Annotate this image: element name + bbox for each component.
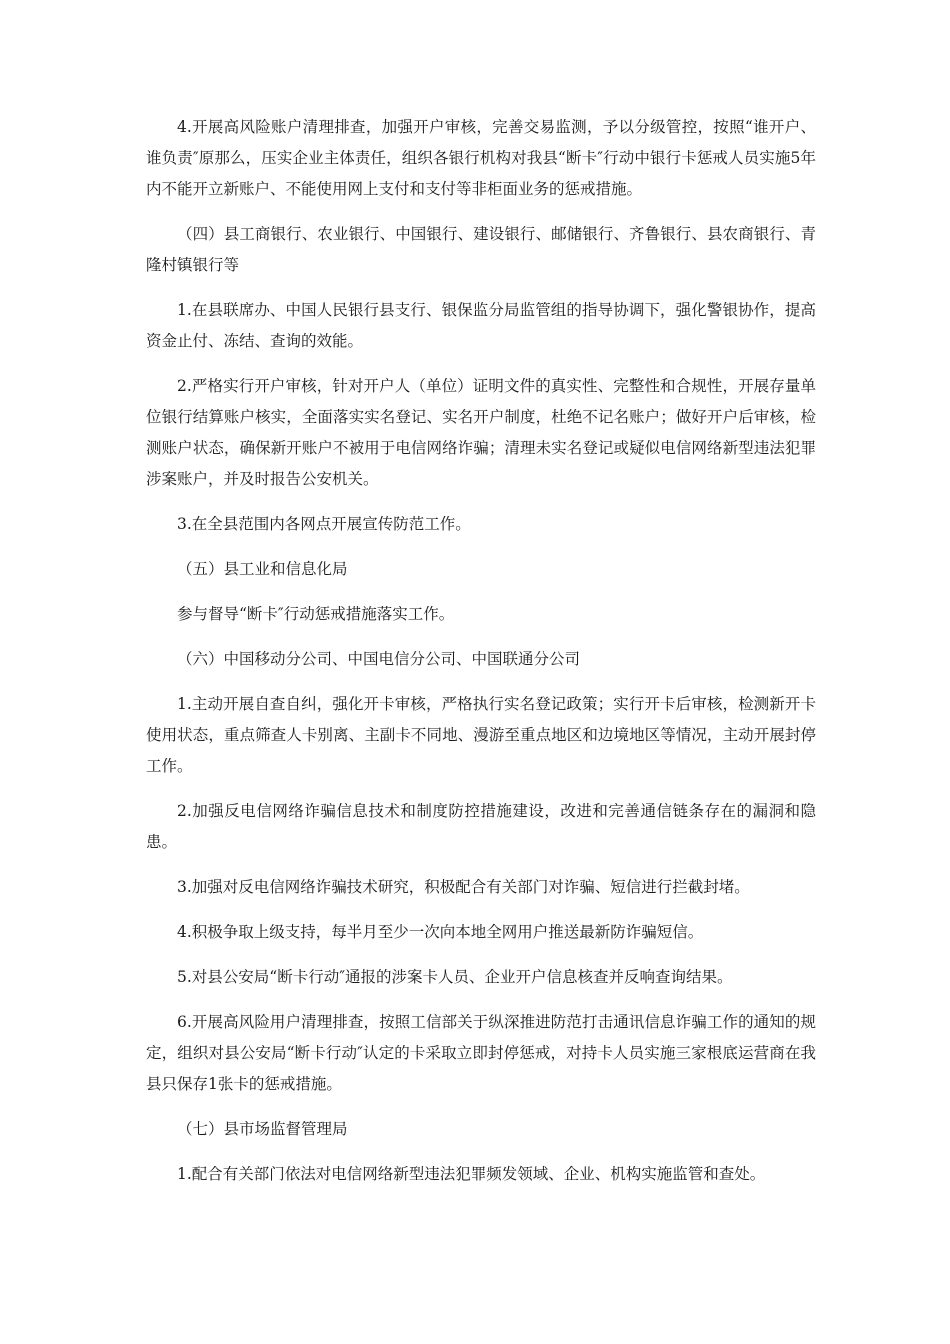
section-heading-industry-bureau: （五）县工业和信息化局 <box>177 560 348 578</box>
paragraph-telecom-sms: 4.积极争取上级支持，每半月至少一次向本地全网用户推送最新防诈骗短信。 <box>177 923 704 941</box>
document-body <box>146 112 816 1204</box>
section-heading-telecom: （六）中国移动分公司、中国电信分公司、中国联通分公司 <box>177 650 581 668</box>
paragraph-telecom-verification: 5.对县公安局“断卡行动″通报的涉案卡人员、企业开户信息核查并反响查询结果。 <box>177 968 733 986</box>
paragraph-bank-publicity: 3.在全县范围内各网点开展宣传防范工作。 <box>177 515 471 533</box>
paragraph-bank-account-review: 2.严格实行开户审核，针对开户人（单位）证明文件的真实性、完整性和合规性，开展存量单位银行结算账户核实，全面落实实名登记、实名开户制度，杜绝不记名账户；做好开户后审核，检测账户状态，确保新开账户不被用于电信网络诈骗；清理未实名登记或疑似电信网络新型违法犯罪涉案账户，并及时报告公安机关。 <box>146 377 816 488</box>
paragraph-bank-coordination: 1.在县联席办、中国人民银行县支行、银保监分局监管组的指导协调下，强化警银协作，提高资金止付、冻结、查询的效能。 <box>146 301 816 350</box>
paragraph-telecom-research: 3.加强对反电信网络诈骗技术研究，积极配合有关部门对诈骗、短信进行拦截封堵。 <box>177 878 750 896</box>
paragraph-telecom-self-check: 1.主动开展自查自纠，强化开卡审核，严格执行实名登记政策；实行开卡后审核，检测新开卡使用状态，重点筛查人卡别离、主副卡不同地、漫游至重点地区和边境地区等情况，主动开展封停工作。 <box>146 695 816 775</box>
paragraph-industry-supervision: 参与督导“断卡″行动惩戒措施落实工作。 <box>177 605 455 623</box>
paragraph-market-supervision: 1.配合有关部门依法对电信网络新型违法犯罪频发领域、企业、机构实施监管和查处。 <box>177 1165 766 1183</box>
section-heading-market-regulation: （七）县市场监督管理局 <box>177 1120 348 1138</box>
section-heading-banks: （四）县工商银行、农业银行、中国银行、建设银行、邮储银行、齐鲁银行、县农商银行、青隆村镇银行等 <box>146 225 816 274</box>
paragraph-telecom-measures: 2.加强反电信网络诈骗信息技术和制度防控措施建设，改进和完善通信链条存在的漏洞和隐患。 <box>146 802 816 851</box>
paragraph-4-account-screening: 4.开展高风险账户清理排查，加强开户审核，完善交易监测，予以分级管控，按照“谁开户、谁负责″原那么，压实企业主体责任，组织各银行机构对我县“断卡″行动中银行卡惩戒人员实施5年内不能开立新账户、不能使用网上支付和支付等非柜面业务的惩戒措施。 <box>146 118 816 198</box>
paragraph-telecom-high-risk: 6.开展高风险用户清理排查，按照工信部关于纵深推进防范打击通讯信息诈骗工作的通知的规定，组织对县公安局“断卡行动″认定的卡采取立即封停惩戒，对持卡人员实施三家根底运营商在我县只保存1张卡的惩戒措施。 <box>146 1013 816 1093</box>
